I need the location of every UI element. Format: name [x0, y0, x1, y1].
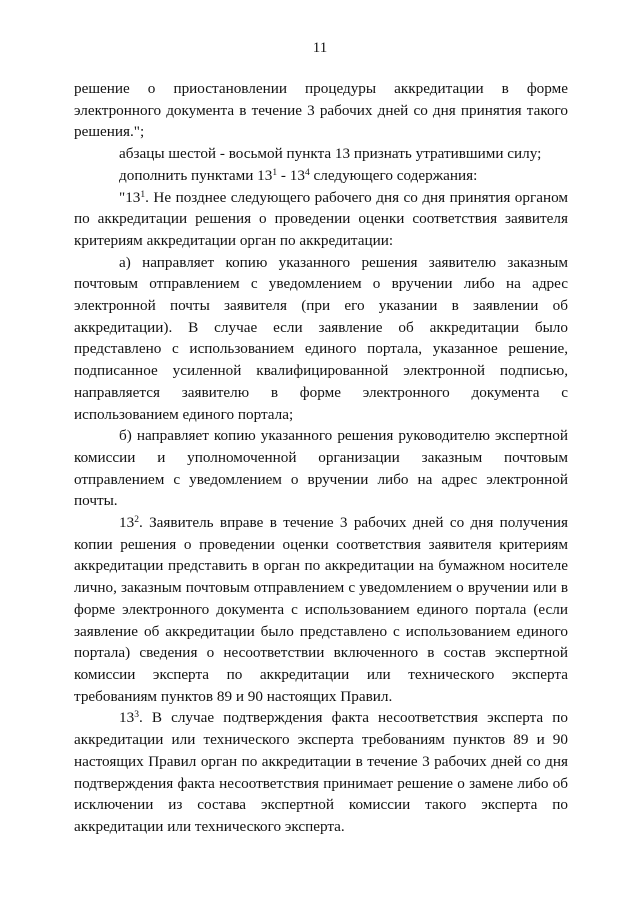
paragraph-13-2: [74, 512, 568, 707]
superscript: 3: [134, 710, 139, 721]
text-fragment: . Заявитель вправе в течение 3 рабочих дней со дня получения копии решения о проведении оценки соответствия заявителя критериям аккредитации представить в орган по аккредитации на бумажном носителе лично, заказным почтовым отправлением с уведомлением о вручении или в форме электронного документа с использованием единого портала (если заявление об аккредитации было представлено с использованием единого портала) сведения о несоответствии включенного в состав экспертной комиссии эксперта по аккредитации или технического эксперта требованиям пунктов 89 и 90 настоящих Правил.: [74, 514, 568, 705]
text-fragment: "13: [119, 188, 141, 206]
text-fragment: - 13: [277, 166, 305, 184]
page-number: 11: [312, 40, 328, 56]
text-fragment: следующего содержания:: [309, 166, 478, 184]
paragraph-continuation: решение о приостановлении процедуры аккредитации в форме электронного документа в течение 3 рабочих дней со дня принятия такого решения.";: [74, 80, 568, 141]
paragraph-13-1: [74, 187, 568, 252]
text-fragment: 13: [119, 514, 135, 532]
superscript: 1: [140, 189, 146, 200]
text-fragment: 13: [119, 709, 135, 727]
subparagraph-a: а) направляет копию указанного решения заявителю заказным почтовым отправлением с уведомлением о вручении либо на адрес электронной почты заявителя (при его указании в заявлении об аккредитации). В случае если заявление об аккредитации было представлено с использованием единого портала, указанное решение, подписанное усиленной квалифицированной электронной подписью, направляется заявителю в форме электронного документа с использованием единого портала;: [74, 253, 568, 423]
subparagraph-b: б) направляет копию указанного решения руководителю экспертной комиссии и уполномоченной организации заказным почтовым отправлением с уведомлением о вручении либо на адрес электронной почты.: [74, 427, 568, 510]
superscript: 2: [134, 515, 139, 526]
text-fragment: . Не позднее следующего рабочего дня со дня принятия органом по аккредитации решения о проведении оценки соответствия заявителя критериям аккредитации орган по аккредитации:: [74, 188, 568, 249]
text-fragment: дополнить пунктами 13: [119, 166, 273, 184]
superscript: 4: [304, 167, 310, 178]
superscript: 1: [272, 167, 278, 178]
document-body: [74, 78, 568, 838]
paragraph-13-3: [74, 707, 568, 837]
paragraph-supplement: [74, 165, 568, 187]
text-fragment: . В случае подтверждения факта несоответствия эксперта по аккредитации или технического эксперта требованиям пунктов 89 и 90 настоящих Правил орган по аккредитации в течение 3 рабочих дней со дня подтверждения факта несоответствия принимает решение о замене либо об исключении из состава экспертной комиссии такого эксперта по аккредитации или технического эксперта.: [74, 709, 568, 835]
paragraph-repeal: абзацы шестой - восьмой пункта 13 признать утратившими силу;: [119, 145, 542, 163]
